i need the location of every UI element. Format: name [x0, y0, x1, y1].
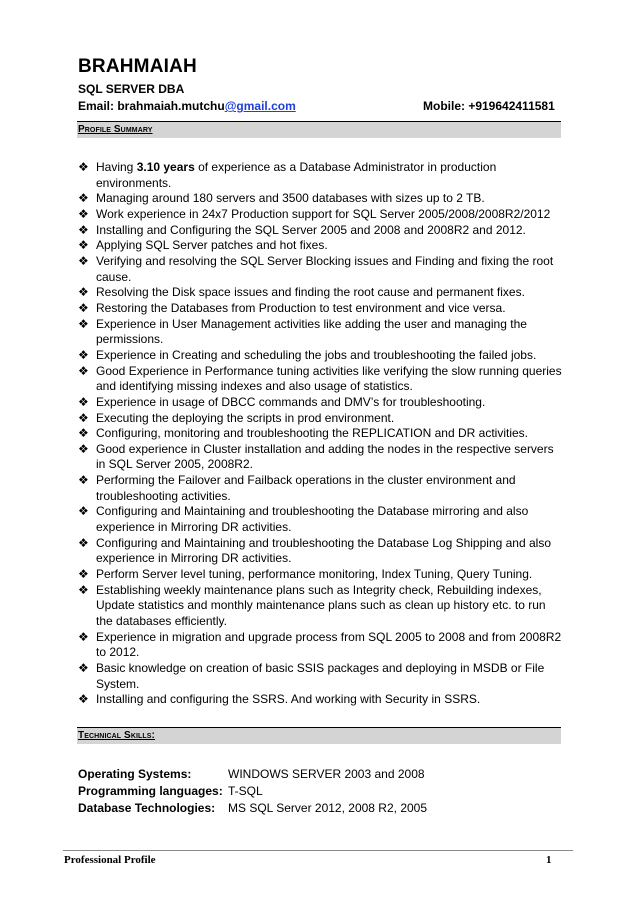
footer-title: Professional Profile — [64, 854, 156, 866]
job-title: SQL SERVER DBA — [78, 82, 185, 96]
email-link[interactable]: @gmail.com — [224, 99, 296, 113]
summary-item — [78, 301, 562, 317]
diamond-bullet-icon: ❖ — [78, 238, 89, 253]
summary-text: Basic knowledge on creation of basic SSIS packages and deploying in MSDB or File System. — [96, 661, 545, 691]
diamond-bullet-icon: ❖ — [78, 191, 89, 206]
mobile-number: Mobile: +919642411581 — [423, 99, 555, 113]
summary-item — [78, 254, 562, 285]
summary-item — [78, 411, 562, 427]
summary-text: Performing the Failover and Failback operations in the cluster environment and troubleshooting activities. — [96, 473, 516, 503]
diamond-bullet-icon: ❖ — [78, 363, 89, 378]
summary-text: Experience in usage of DBCC commands and DMV’s for troubleshooting. — [96, 394, 486, 409]
summary-item — [78, 160, 562, 191]
summary-item — [78, 567, 562, 583]
page-number: 1 — [546, 854, 552, 866]
skill-label: Operating Systems: — [78, 767, 192, 781]
summary-text-continued: of experience as a Database Administrator in production environments. — [96, 160, 497, 190]
diamond-bullet-icon: ❖ — [78, 567, 89, 582]
summary-text: Good experience in Cluster installation and adding the nodes in the respective servers in SQL Server 2005, 2008R2. — [96, 441, 554, 472]
summary-text: Resolving the Disk space issues and finding the root cause and permanent fixes. — [96, 285, 525, 300]
summary-text: Verifying and resolving the SQL Server Blocking issues and Finding and fixing the root cause. — [96, 253, 554, 284]
summary-item — [78, 473, 562, 504]
email-line — [78, 99, 296, 113]
summary-emphasis: 3.10 years — [136, 160, 195, 174]
summary-item — [78, 348, 562, 364]
summary-item — [78, 442, 562, 473]
summary-item — [78, 692, 562, 708]
candidate-name: BRAHMAIAH — [78, 56, 197, 77]
diamond-bullet-icon: ❖ — [78, 300, 89, 315]
summary-item — [78, 223, 562, 239]
technical-skills-heading: Technical Skills: — [78, 730, 155, 741]
summary-item — [78, 504, 562, 535]
summary-item — [78, 426, 562, 442]
summary-text: Configuring, monitoring and troubleshooting the REPLICATION and DR activities. — [96, 426, 528, 441]
footer-divider — [63, 850, 573, 851]
profile-summary-list — [78, 160, 562, 708]
summary-item — [78, 207, 562, 223]
skill-value: MS SQL Server 2012, 2008 R2, 2005 — [228, 801, 428, 815]
summary-text: Managing around 180 servers and 3500 databases with sizes up to 2 TB. — [96, 191, 485, 206]
summary-item — [78, 630, 562, 661]
skill-label: Database Technologies: — [78, 801, 216, 815]
summary-text: Configuring and Maintaining and troubleshooting the Database mirroring and also experience in Mirroring DR activities. — [96, 504, 529, 535]
diamond-bullet-icon: ❖ — [78, 347, 89, 362]
profile-summary-header — [77, 121, 561, 138]
summary-item — [78, 536, 562, 567]
summary-text: Executing the deploying the scripts in prod environment. — [96, 410, 395, 425]
summary-item — [78, 191, 562, 207]
diamond-bullet-icon: ❖ — [78, 410, 89, 425]
diamond-bullet-icon: ❖ — [78, 692, 89, 707]
summary-text: Having — [96, 160, 137, 174]
summary-text: Installing and configuring the SSRS. And working with Security in SSRS. — [96, 692, 481, 707]
summary-text: Experience in Creating and scheduling the jobs and troubleshooting the failed jobs. — [96, 347, 537, 362]
summary-item — [78, 583, 562, 630]
diamond-bullet-icon: ❖ — [78, 160, 89, 174]
diamond-bullet-icon: ❖ — [78, 441, 89, 456]
summary-item — [78, 395, 562, 411]
summary-text: Work experience in 24x7 Production support for SQL Server 2005/2008/2008R2/2012 — [96, 206, 551, 221]
summary-text: Perform Server level tuning, performance monitoring, Index Tuning, Query Tuning. — [96, 567, 533, 582]
summary-item — [78, 238, 562, 254]
diamond-bullet-icon: ❖ — [78, 582, 89, 597]
summary-text: Experience in User Management activities like adding the user and managing the permissions. — [96, 316, 527, 347]
summary-text: Establishing weekly maintenance plans such as Integrity check, Rebuilding indexes, Update statistics and monthly maintenance plans such as clean up history etc. to run the databases efficiently. — [96, 582, 546, 629]
summary-item — [78, 661, 562, 692]
skill-value: WINDOWS SERVER 2003 and 2008 — [228, 767, 425, 781]
summary-item — [78, 364, 562, 395]
skill-value: T-SQL — [228, 784, 263, 798]
email-prefix: Email: brahmaiah.mutchu — [78, 99, 225, 113]
summary-item — [78, 317, 562, 348]
diamond-bullet-icon: ❖ — [78, 661, 89, 675]
diamond-bullet-icon: ❖ — [78, 504, 89, 519]
diamond-bullet-icon: ❖ — [78, 394, 89, 409]
summary-item — [78, 285, 562, 301]
summary-text: Restoring the Databases from Production to test environment and vice versa. — [96, 300, 506, 315]
profile-summary-heading: Profile Summary — [78, 124, 153, 135]
diamond-bullet-icon: ❖ — [78, 473, 89, 488]
diamond-bullet-icon: ❖ — [78, 222, 89, 237]
skill-label: Programming languages: — [78, 784, 223, 798]
summary-text: Configuring and Maintaining and troubleshooting the Database Log Shipping and also experience in Mirroring DR activities. — [96, 535, 551, 566]
summary-text: Applying SQL Server patches and hot fixes. — [96, 238, 328, 253]
diamond-bullet-icon: ❖ — [78, 629, 89, 644]
summary-text: Installing and Configuring the SQL Server 2005 and 2008 and 2008R2 and 2012. — [96, 222, 526, 237]
diamond-bullet-icon: ❖ — [78, 206, 89, 221]
summary-text: Experience in migration and upgrade process from SQL 2005 to 2008 and from 2008R2 to 2012. — [96, 629, 562, 660]
summary-text: Good Experience in Performance tuning activities like verifying the slow running queries and identifying missing indexes and also usage of statistics. — [96, 363, 562, 394]
diamond-bullet-icon: ❖ — [78, 535, 89, 550]
diamond-bullet-icon: ❖ — [78, 316, 89, 331]
diamond-bullet-icon: ❖ — [78, 285, 89, 300]
diamond-bullet-icon: ❖ — [78, 253, 89, 268]
technical-skills-header — [77, 727, 561, 744]
diamond-bullet-icon: ❖ — [78, 426, 89, 441]
